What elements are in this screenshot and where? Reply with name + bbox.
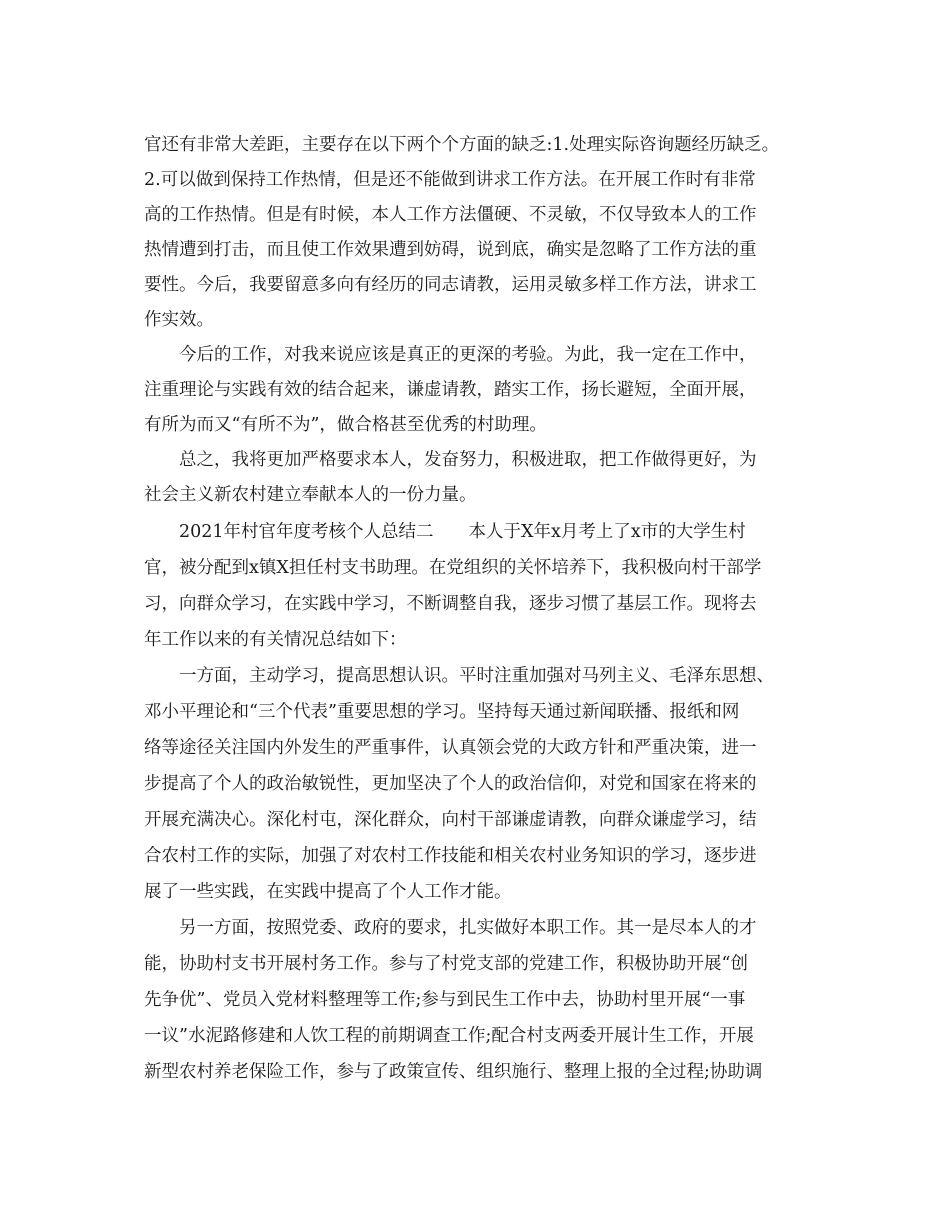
text-line: 高的工作热情。但是有时候，本人工作方法僵硬、不灵敏，不仅导致本人的工作	[144, 205, 757, 225]
text-line: 一议”水泥路修建和人饮工程的前期调查工作;配合村支两委开展计生工作，开展	[144, 1026, 754, 1046]
text-line: 社会主义新农村建立奉献本人的一份力量。	[144, 485, 477, 505]
text-line: 2.可以做到保持工作热情，但是还不能做到讲求工作方法。在开展工作时有非常	[144, 170, 756, 190]
text-line: 能，协助村支书开展村务工作。参与了村党支部的党建工作，积极协助开展“创	[144, 954, 748, 974]
text-line: 要性。今后，我要留意多向有经历的同志请教，运用灵敏多样工作方法，讲求工	[144, 275, 757, 295]
text-line: 络等途径关注国内外发生的严重事件，认真领会党的大政方针和严重决策，进一	[144, 738, 757, 758]
text-line: 2021年村官年度考核个人总结二 本人于X年x月考上了x市的大学生村	[179, 522, 746, 542]
text-line: 年工作以来的有关情况总结如下：	[144, 630, 407, 650]
text-line: 另一方面，按照党委、政府的要求，扎实做好本职工作。其一是尽本人的才	[179, 918, 757, 938]
text-line: 总之，我将更加严格要求本人，发奋努力，积极进取，把工作做得更好，为	[179, 450, 757, 470]
text-line: 作实效。	[144, 310, 214, 330]
text-line: 合农村工作的实际，加强了对农村工作技能和相关农村业务知识的学习，逐步进	[144, 846, 757, 866]
text-line: 新型农村养老保险工作，参与了政策宣传、组织施行、整理上报的全过程;协助调	[144, 1062, 763, 1082]
text-line: 一方面，主动学习，提高思想认识。平时注重加强对马列主义、毛泽东思想、	[179, 666, 774, 686]
text-line: 先争优”、党员入党材料整理等工作;参与到民生工作中去，协助村里开展“一事	[144, 990, 746, 1010]
text-line: 官还有非常大差距，主要存在以下两个个方面的缺乏:1.处理实际咨询题经历缺乏。	[144, 135, 780, 155]
text-line: 今后的工作，对我来说应该是真正的更深的考验。为此，我一定在工作中，	[179, 345, 757, 365]
text-line: 热情遭到打击，而且使工作效果遭到妨碍，说到底，确实是忽略了工作方法的重	[144, 240, 757, 260]
text-line: 展了一些实践，在实践中提高了个人工作才能。	[144, 882, 512, 902]
text-line: 开展充满决心。深化村屯，深化群众，向村干部谦虚请教，向群众谦虚学习，结	[144, 810, 757, 830]
text-line: 邓小平理论和“三个代表”重要思想的学习。坚持每天通过新闻联播、报纸和网	[144, 702, 740, 722]
text-line: 官，被分配到x镇X担任村支书助理。在党组织的关怀培养下，我积极向村干部学	[144, 558, 762, 578]
text-line: 步提高了个人的政治敏锐性，更加坚决了个人的政治信仰，对党和国家在将来的	[144, 774, 757, 794]
text-line: 注重理论与实践有效的结合起来，谦虚请教，踏实工作，扬长避短，全面开展，	[144, 380, 757, 400]
text-line: 习，向群众学习，在实践中学习，不断调整自我，逐步习惯了基层工作。现将去	[144, 594, 757, 614]
text-line: 有所为而又“有所不为”，做合格甚至优秀的村助理。	[144, 415, 547, 435]
